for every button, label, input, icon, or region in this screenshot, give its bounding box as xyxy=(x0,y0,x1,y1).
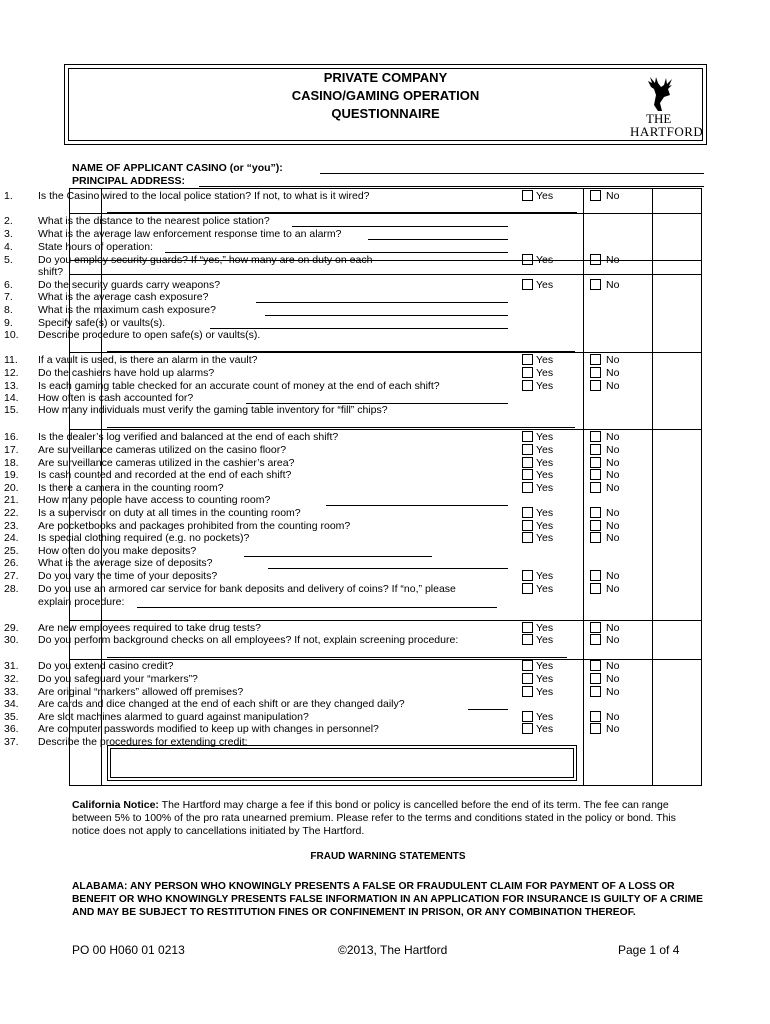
question-number: 30. xyxy=(4,634,19,646)
yes-label: Yes xyxy=(536,622,554,634)
question-text: State hours of operation: xyxy=(38,241,153,253)
no-label: No xyxy=(606,520,620,532)
question-text: Are original “markers” allowed off premises? xyxy=(38,686,244,698)
question-text: Do the cashiers have hold up alarms? xyxy=(38,367,215,379)
title-line-1: PRIVATE COMPANY xyxy=(323,70,448,85)
answer-line[interactable] xyxy=(107,340,575,352)
yes-label: Yes xyxy=(536,507,554,519)
question-number: 5. xyxy=(4,254,13,266)
no-checkbox[interactable] xyxy=(590,673,601,684)
no-label: No xyxy=(606,723,620,735)
yes-checkbox[interactable] xyxy=(522,354,533,365)
question-text: Do you safeguard your “markers”? xyxy=(38,673,198,685)
no-checkbox[interactable] xyxy=(590,507,601,518)
no-label: No xyxy=(606,254,620,266)
yes-checkbox[interactable] xyxy=(522,520,533,531)
no-checkbox[interactable] xyxy=(590,254,601,265)
no-label: No xyxy=(606,532,620,544)
question-number: 34. xyxy=(4,698,19,710)
question-text: Are pocketbooks and packages prohibited from the counting room? xyxy=(38,520,351,532)
yes-checkbox[interactable] xyxy=(522,673,533,684)
yes-checkbox[interactable] xyxy=(522,482,533,493)
no-label: No xyxy=(606,444,620,456)
question-number: 6. xyxy=(4,279,13,291)
textbox-inner-border xyxy=(110,748,574,778)
no-checkbox[interactable] xyxy=(590,279,601,290)
california-notice-label: California Notice: xyxy=(72,799,159,811)
no-label: No xyxy=(606,711,620,723)
principal-address-row xyxy=(72,175,704,188)
no-checkbox[interactable] xyxy=(590,711,601,722)
no-checkbox[interactable] xyxy=(590,583,601,594)
yes-label: Yes xyxy=(536,673,554,685)
yes-checkbox[interactable] xyxy=(522,380,533,391)
no-label: No xyxy=(606,367,620,379)
no-label: No xyxy=(606,482,620,494)
question-number: 8. xyxy=(4,304,13,316)
yes-label: Yes xyxy=(536,634,554,646)
yes-label: Yes xyxy=(536,279,554,291)
no-checkbox[interactable] xyxy=(590,354,601,365)
question-number: 4. xyxy=(4,241,13,253)
question-text: Describe procedure to open safe(s) or vaults(s). xyxy=(38,329,261,341)
fraud-warning-heading: FRAUD WARNING STATEMENTS xyxy=(310,851,466,862)
no-label: No xyxy=(606,507,620,519)
answer-line[interactable] xyxy=(468,698,508,710)
question-number: 16. xyxy=(4,431,19,443)
principal-address-field[interactable] xyxy=(199,186,704,187)
question-number: 7. xyxy=(4,291,13,303)
yes-label: Yes xyxy=(536,457,554,469)
no-label: No xyxy=(606,457,620,469)
yes-checkbox[interactable] xyxy=(522,431,533,442)
header-box xyxy=(64,64,707,145)
yes-checkbox[interactable] xyxy=(522,532,533,543)
yes-checkbox[interactable] xyxy=(522,583,533,594)
no-label: No xyxy=(606,380,620,392)
alabama-fraud-warning: ALABAMA: ANY PERSON WHO KNOWINGLY PRESENTS A FALSE OR FRAUDULENT CLAIM FOR PAYMENT OF A LOSS OR BENEFIT OR WHO KNOWINGLY PRESENTS FALSE INFORMATION IN AN APPLICATION FOR INSURANCE IS GUILTY OF A CRIME AND MAY BE SUBJECT TO RESTITUTION FINES OR CONFINEMENT IN PRISON, OR ANY COMBINATION THEREOF. xyxy=(72,881,703,918)
yes-label: Yes xyxy=(536,254,554,266)
question-text: Do you use an armored car service for bank deposits and delivery of coins? If “no,” please xyxy=(38,583,456,595)
no-label: No xyxy=(606,279,620,291)
question-text: shift? xyxy=(38,266,64,278)
question-number: 18. xyxy=(4,457,19,469)
no-label: No xyxy=(606,673,620,685)
no-label: No xyxy=(606,622,620,634)
question-number: 27. xyxy=(4,570,19,582)
question-number: 36. xyxy=(4,723,19,735)
question-number: 11. xyxy=(4,354,18,366)
question-text: Do you vary the time of your deposits? xyxy=(38,570,218,582)
no-checkbox[interactable] xyxy=(590,190,601,201)
no-checkbox[interactable] xyxy=(590,723,601,734)
yes-label: Yes xyxy=(536,723,554,735)
question-text: If a vault is used, is there an alarm in the vault? xyxy=(38,354,258,366)
no-checkbox[interactable] xyxy=(590,469,601,480)
question-text: Is a supervisor on duty at all times in the counting room? xyxy=(38,507,301,519)
question-text: Is the dealer’s log verified and balanced at the end of each shift? xyxy=(38,431,339,443)
no-label: No xyxy=(606,190,620,202)
question-text: What is the average law enforcement response time to an alarm? xyxy=(38,228,342,240)
answer-line[interactable] xyxy=(244,545,432,557)
question-text: Are cards and dice changed at the end of each shift or are they changed daily? xyxy=(38,698,405,710)
yes-label: Yes xyxy=(536,660,554,672)
no-checkbox[interactable] xyxy=(590,520,601,531)
question-number: 29. xyxy=(4,622,19,634)
question-number: 13. xyxy=(4,380,19,392)
question-text: Do the security guards carry weapons? xyxy=(38,279,221,291)
question-text: Is special clothing required (e.g. no pockets)? xyxy=(38,532,250,544)
question-number: 33. xyxy=(4,686,19,698)
yes-checkbox[interactable] xyxy=(522,444,533,455)
title-line-3: QUESTIONNAIRE xyxy=(331,106,440,121)
yes-label: Yes xyxy=(536,583,554,595)
row-divider xyxy=(70,352,701,353)
yes-checkbox[interactable] xyxy=(522,723,533,734)
question-number: 35. xyxy=(4,711,19,723)
answer-line[interactable] xyxy=(107,416,575,428)
question-text: Are computer passwords modified to keep up with changes in personnel? xyxy=(38,723,379,735)
question-number: 17. xyxy=(4,444,19,456)
answer-line[interactable] xyxy=(256,291,508,303)
question-text: What is the maximum cash exposure? xyxy=(38,304,216,316)
question-number: 2. xyxy=(4,215,13,227)
question-number: 12. xyxy=(4,367,19,379)
question-number: 25. xyxy=(4,545,19,557)
no-checkbox[interactable] xyxy=(590,457,601,468)
yes-label: Yes xyxy=(536,711,554,723)
credit-procedures-textbox[interactable] xyxy=(107,745,577,781)
yes-checkbox[interactable] xyxy=(522,711,533,722)
answer-line[interactable] xyxy=(210,317,508,329)
copyright: ©2013, The Hartford xyxy=(338,943,448,957)
yes-checkbox[interactable] xyxy=(522,190,533,201)
answer-line[interactable] xyxy=(246,392,508,404)
no-checkbox[interactable] xyxy=(590,570,601,581)
no-label: No xyxy=(606,431,620,443)
logo-text-hartford: HARTFORD xyxy=(630,124,704,139)
yes-label: Yes xyxy=(536,380,554,392)
no-label: No xyxy=(606,686,620,698)
no-label: No xyxy=(606,583,620,595)
yes-label: Yes xyxy=(536,520,554,532)
question-text: How many people have access to counting room? xyxy=(38,494,271,506)
row-divider xyxy=(70,620,701,621)
question-text: Is each gaming table checked for an accurate count of money at the end of each shift? xyxy=(38,380,440,392)
question-text: Are slot machines alarmed to guard against manipulation? xyxy=(38,711,309,723)
question-number: 24. xyxy=(4,532,19,544)
question-text: Specify safe(s) or vaults(s). xyxy=(38,317,166,329)
principal-address-label: PRINCIPAL ADDRESS: xyxy=(72,175,185,187)
question-number: 9. xyxy=(4,317,13,329)
applicant-name-row xyxy=(72,162,704,175)
yes-label: Yes xyxy=(536,354,554,366)
applicant-fields xyxy=(72,162,704,188)
yes-label: Yes xyxy=(536,482,554,494)
question-number: 20. xyxy=(4,482,19,494)
question-text: Do you employ security guards? If “yes,” how many are on duty on each xyxy=(38,254,373,266)
question-number: 21. xyxy=(4,494,19,506)
answer-line[interactable] xyxy=(165,241,508,253)
row-divider xyxy=(70,213,701,214)
applicant-name-label: NAME OF APPLICANT CASINO (or “you”): xyxy=(72,162,283,174)
yes-checkbox[interactable] xyxy=(522,686,533,697)
california-notice-text: The Hartford may charge a fee if this bond or policy is cancelled before the end of its term. The fee can range between 5% to 100% of the pro rata unearned premium. Please refer to the terms and conditions stated in the policy or bond. This notice does not apply to cancellations initiated by The Hartford. xyxy=(72,799,676,837)
no-checkbox[interactable] xyxy=(590,431,601,442)
question-text: explain procedure: xyxy=(38,596,125,608)
no-label: No xyxy=(606,660,620,672)
question-text: Are surveillance cameras utilized on the casino floor? xyxy=(38,444,287,456)
yes-label: Yes xyxy=(536,469,554,481)
question-text: Is there a camera in the counting room? xyxy=(38,482,224,494)
no-checkbox[interactable] xyxy=(590,660,601,671)
question-text: How many individuals must verify the gaming table inventory for “fill” chips? xyxy=(38,404,388,416)
question-number: 3. xyxy=(4,228,13,240)
question-number: 14. xyxy=(4,392,19,404)
answer-line[interactable] xyxy=(265,304,508,316)
yes-checkbox[interactable] xyxy=(522,457,533,468)
yes-label: Yes xyxy=(536,686,554,698)
question-number: 1. xyxy=(4,190,13,202)
question-text: How often do you make deposits? xyxy=(38,545,197,557)
question-text: Are new employees required to take drug tests? xyxy=(38,622,261,634)
yes-label: Yes xyxy=(536,444,554,456)
answer-line[interactable] xyxy=(107,201,577,213)
question-number: 10. xyxy=(4,329,19,341)
yes-checkbox[interactable] xyxy=(522,507,533,518)
question-text: Do you perform background checks on all employees? If not, explain screening procedure: xyxy=(38,634,459,646)
page-number: Page 1 of 4 xyxy=(618,943,680,957)
answer-line[interactable] xyxy=(368,228,508,240)
question-number: 32. xyxy=(4,673,19,685)
no-checkbox[interactable] xyxy=(590,686,601,697)
question-text: What is the average cash exposure? xyxy=(38,291,209,303)
yes-label: Yes xyxy=(536,570,554,582)
document-title xyxy=(65,69,706,123)
answer-line[interactable] xyxy=(326,494,508,506)
no-checkbox[interactable] xyxy=(590,444,601,455)
logo-text-the: THE xyxy=(646,111,672,126)
no-label: No xyxy=(606,570,620,582)
question-text: Do you extend casino credit? xyxy=(38,660,174,672)
question-number: 19. xyxy=(4,469,19,481)
no-label: No xyxy=(606,354,620,366)
question-number: 37. xyxy=(4,736,19,748)
no-checkbox[interactable] xyxy=(590,380,601,391)
answer-line[interactable] xyxy=(268,557,508,569)
yes-checkbox[interactable] xyxy=(522,279,533,290)
question-number: 26. xyxy=(4,557,19,569)
answer-line[interactable] xyxy=(107,646,567,658)
question-text: Is cash counted and recorded at the end of each shift? xyxy=(38,469,292,481)
no-label: No xyxy=(606,634,620,646)
yes-label: Yes xyxy=(536,431,554,443)
yes-checkbox[interactable] xyxy=(522,622,533,633)
question-text: Are surveillance cameras utilized in the cashier’s area? xyxy=(38,457,295,469)
no-checkbox[interactable] xyxy=(590,367,601,378)
question-text: How often is cash accounted for? xyxy=(38,392,194,404)
question-text: What is the distance to the nearest police station? xyxy=(38,215,270,227)
hartford-logo xyxy=(614,75,704,141)
no-checkbox[interactable] xyxy=(590,622,601,633)
question-number: 22. xyxy=(4,507,19,519)
question-number: 28. xyxy=(4,583,19,595)
title-line-2: CASINO/GAMING OPERATION xyxy=(291,88,480,103)
question-text: What is the average size of deposits? xyxy=(38,557,213,569)
yes-checkbox[interactable] xyxy=(522,634,533,645)
answer-line[interactable] xyxy=(137,596,497,608)
yes-label: Yes xyxy=(536,190,554,202)
yes-checkbox[interactable] xyxy=(522,660,533,671)
question-text: Describe the procedures for extending credit: xyxy=(38,736,248,748)
no-checkbox[interactable] xyxy=(590,634,601,645)
form-number: PO 00 H060 01 0213 xyxy=(72,943,185,957)
question-number: 15. xyxy=(4,404,19,416)
stag-icon xyxy=(636,75,682,113)
no-label: No xyxy=(606,469,620,481)
yes-checkbox[interactable] xyxy=(522,570,533,581)
yes-checkbox[interactable] xyxy=(522,254,533,265)
no-checkbox[interactable] xyxy=(590,532,601,543)
applicant-name-field[interactable] xyxy=(320,173,704,174)
question-number: 23. xyxy=(4,520,19,532)
question-number: 31. xyxy=(4,660,19,672)
yes-label: Yes xyxy=(536,532,554,544)
column-divider-no xyxy=(652,189,653,785)
yes-label: Yes xyxy=(536,367,554,379)
answer-line[interactable] xyxy=(292,215,508,227)
yes-checkbox[interactable] xyxy=(522,367,533,378)
yes-checkbox[interactable] xyxy=(522,469,533,480)
question-text: Is the Casino wired to the local police station? If not, to what is it wired? xyxy=(38,190,370,202)
column-divider-yes xyxy=(583,189,584,785)
no-checkbox[interactable] xyxy=(590,482,601,493)
row-divider xyxy=(70,429,701,430)
california-notice xyxy=(72,799,704,838)
